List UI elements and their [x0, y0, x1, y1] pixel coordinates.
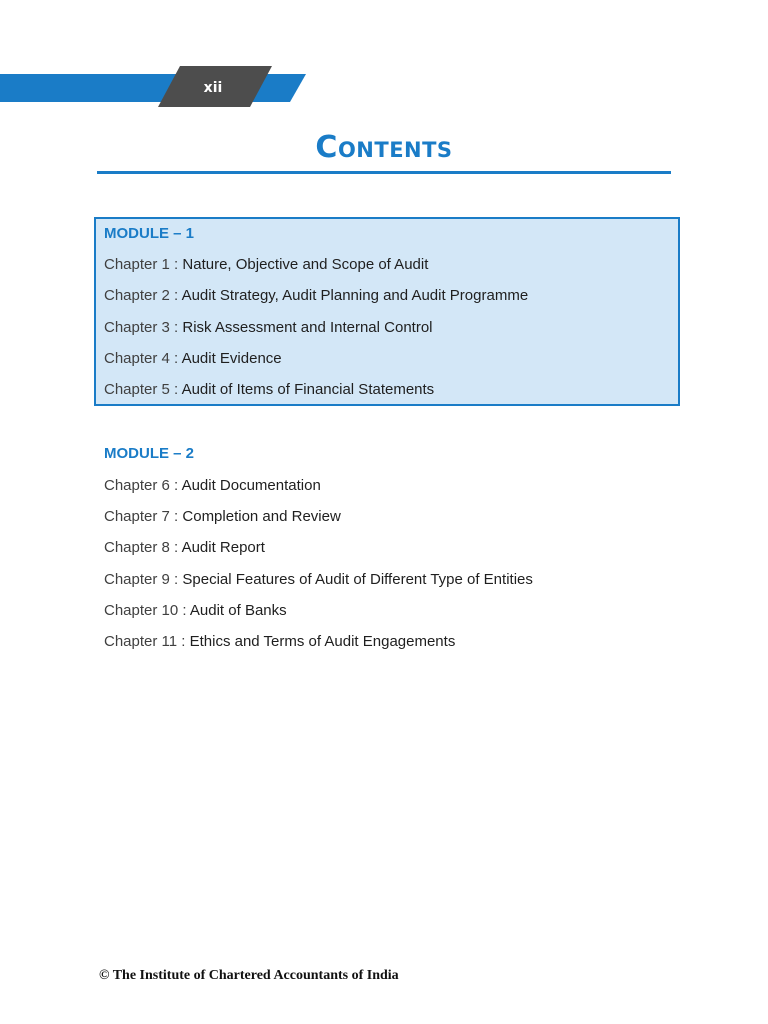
module-heading: MODULE – 2 [104, 445, 195, 462]
chapter-label: Chapter 3 : [104, 319, 183, 336]
chapter-entry[interactable] [104, 350, 282, 367]
chapter-title: Completion and Review [182, 508, 341, 525]
chapter-title: Ethics and Terms of Audit Engagements [189, 633, 456, 650]
chapter-title: Nature, Objective and Scope of Audit [182, 256, 429, 273]
chapter-entry[interactable] [104, 602, 287, 619]
chapter-label: Chapter 10 : [104, 602, 190, 619]
chapter-label: Chapter 9 : [104, 571, 183, 588]
chapter-entry[interactable] [104, 287, 528, 304]
module-1-highlight-box [94, 217, 680, 406]
page-number: xii [203, 80, 223, 96]
chapter-entry[interactable] [104, 633, 455, 650]
chapter-entry[interactable] [104, 508, 341, 525]
chapter-label: Chapter 1 : [104, 256, 183, 273]
page-title: Contents [315, 130, 453, 165]
title-underline [97, 171, 671, 174]
chapter-label: Chapter 6 : [104, 477, 182, 494]
chapter-entry[interactable] [104, 539, 265, 556]
chapter-title: Audit of Items of Financial Statements [181, 381, 435, 398]
chapter-title: Risk Assessment and Internal Control [182, 319, 433, 336]
chapter-entry[interactable] [104, 571, 533, 588]
chapter-entry[interactable] [104, 477, 321, 494]
chapter-label: Chapter 8 : [104, 539, 182, 556]
chapter-entry[interactable] [104, 381, 434, 398]
chapter-title: Audit Report [181, 539, 265, 556]
chapter-title: Audit Evidence [181, 350, 282, 367]
chapter-label: Chapter 4 : [104, 350, 182, 367]
chapter-title: Audit of Banks [189, 602, 287, 619]
chapter-title: Special Features of Audit of Different Type of Entities [182, 571, 533, 588]
chapter-label: Chapter 2 : [104, 287, 182, 304]
chapter-label: Chapter 7 : [104, 508, 183, 525]
page-banner [0, 66, 310, 110]
chapter-title: Audit Documentation [181, 477, 321, 494]
chapter-entry[interactable] [104, 256, 428, 273]
copyright-footer: © The Institute of Chartered Accountants of India [99, 968, 399, 983]
chapter-entry[interactable] [104, 319, 433, 336]
chapter-label: Chapter 11 : [104, 633, 190, 650]
chapter-label: Chapter 5 : [104, 381, 182, 398]
module-heading: MODULE – 1 [104, 225, 195, 242]
chapter-title: Audit Strategy, Audit Planning and Audit Programme [181, 287, 529, 304]
